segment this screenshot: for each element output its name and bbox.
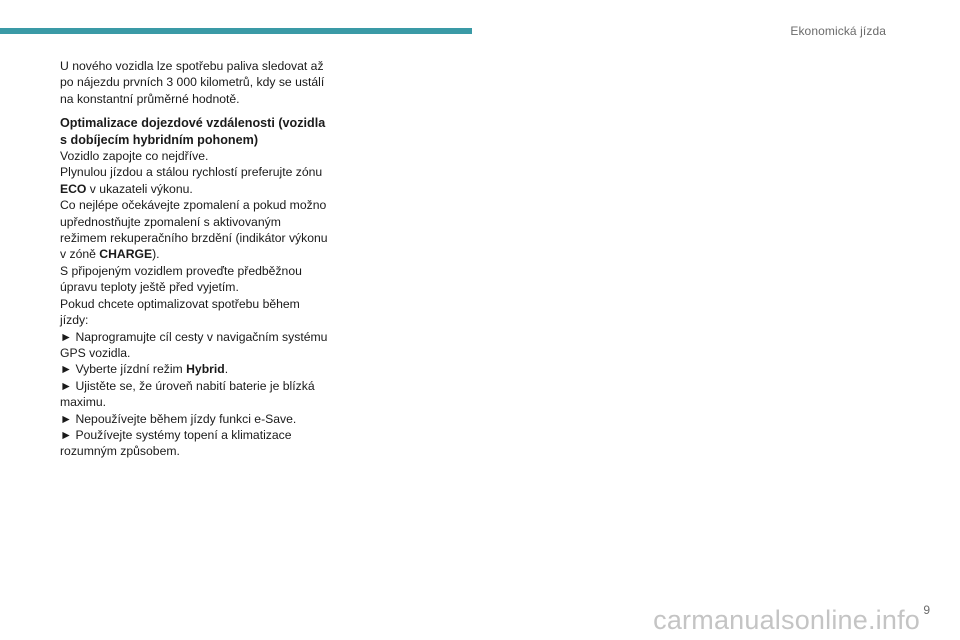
paragraph-preconditioning: S připojeným vozidlem proveďte předběžnou úpravu teploty ještě před vyjetím. — [60, 263, 302, 295]
bullet-arrow-icon: ► — [60, 362, 73, 377]
paragraph-plug-in: Vozidlo zapojte co nejdříve. — [60, 149, 209, 164]
section-heading: Optimalizace dojezdové vzdálenosti (vozidla s dobíjecím hybridním pohonem) — [60, 116, 326, 147]
intro-paragraph: U nového vozidla lze spotřebu paliva sledovat až po nájezdu prvních 3 000 kilometrů, kdy se ustálí na konstantní průměrné hodnotě. — [60, 59, 325, 106]
bullet-item-navigation: ► Naprogramujte cíl cesty v navigačním systému GPS vozidla. — [60, 329, 328, 360]
bullet-arrow-icon: ► — [60, 411, 73, 426]
bullet-arrow-icon: ► — [60, 427, 73, 442]
bullet-item-battery: ► Ujistěte se, že úroveň nabití baterie je blízká maximu. — [60, 378, 315, 410]
charge-label: CHARGE — [99, 247, 153, 262]
page-number: 9 — [923, 603, 930, 617]
paragraph-eco-zone: Plynulou jízdou a stálou rychlostí preferujte zónu ECO v ukazateli výkonu. — [60, 165, 323, 196]
bullet-item-hybrid-mode: ► Vyberte jízdní režim Hybrid. — [60, 362, 229, 377]
paragraph-optimize-intro: Pokud chcete optimalizovat spotřebu během jízdy: — [60, 296, 300, 328]
hybrid-label: Hybrid — [186, 362, 225, 377]
watermark-logo: carmanualsonline.info — [653, 605, 920, 635]
section-title: Ekonomická jízda — [790, 24, 886, 38]
bullet-item-esave: ► Nepoužívejte během jízdy funkci e-Save. — [60, 411, 297, 426]
paragraph-regen-braking: Co nejlépe očekávejte zpomalení a pokud možno upřednostňujte zpomalení s aktivovaným režimem rekuperačního brzdění (indikátor výkonu v zóně CHARGE). — [60, 198, 328, 262]
bullet-item-climate: ► Používejte systémy topení a klimatizace rozumným způsobem. — [60, 427, 292, 459]
bullet-arrow-icon: ► — [60, 329, 73, 344]
bullet-arrow-icon: ► — [60, 378, 73, 393]
main-content — [60, 58, 330, 460]
header-accent-bar — [0, 28, 472, 34]
eco-label: ECO — [60, 181, 87, 196]
